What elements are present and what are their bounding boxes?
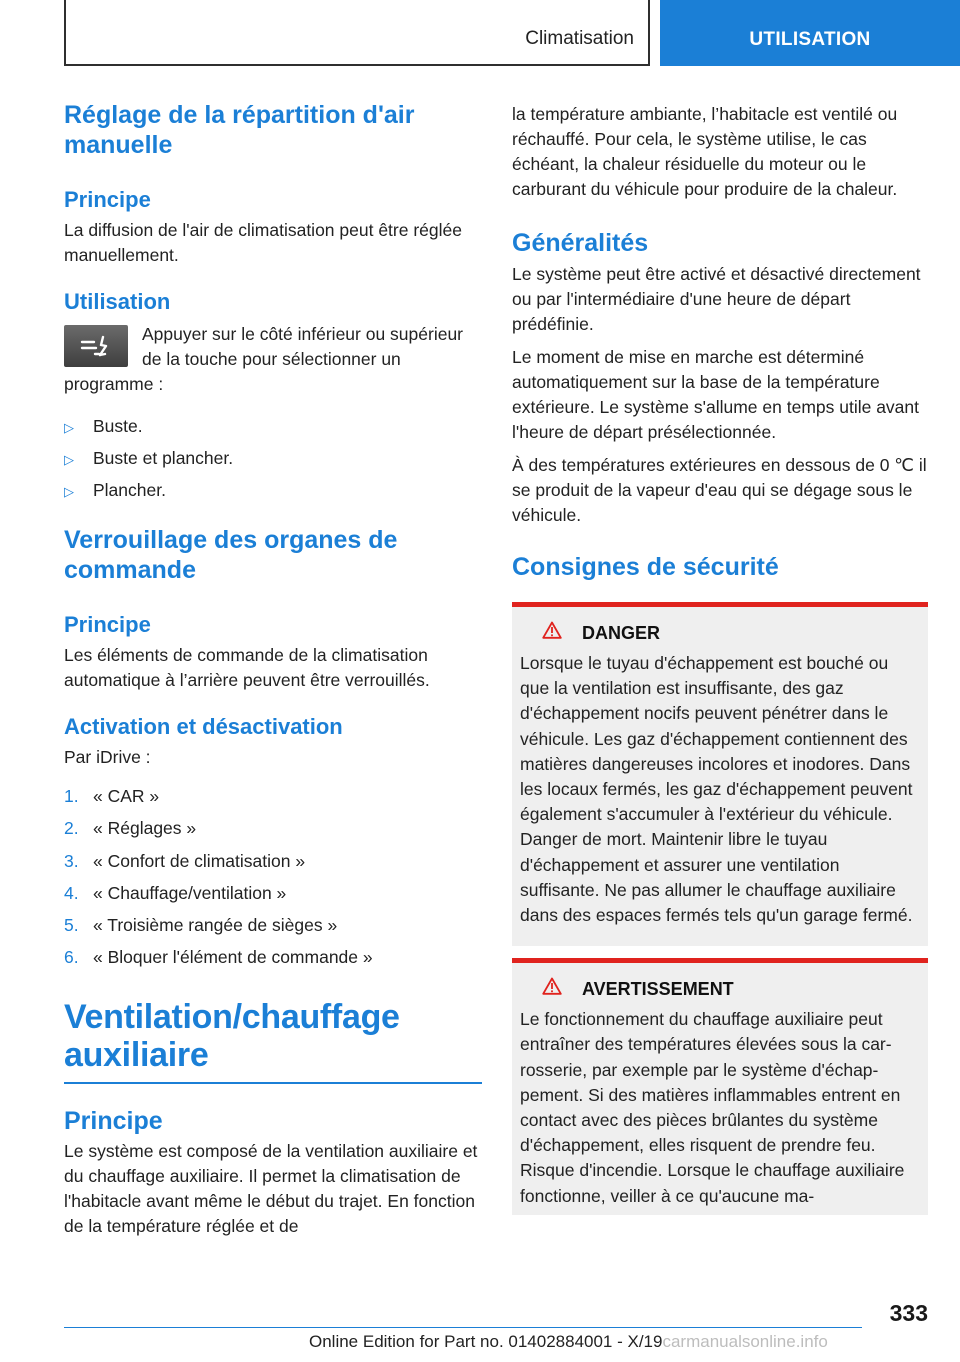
heading-rule [64,1082,482,1084]
program-label: Buste. [93,416,143,436]
footer-text [309,1332,828,1352]
heading-verrouillage: Verrouillage des organes de commande [64,526,398,584]
text-generalites-3: À des températures extérieures en dessous de 0 ℃ il se produit de la vapeur d'eau qui se dégage sous le véhicule. [512,455,927,525]
footer-rule [64,1327,862,1328]
step-number: 6. [64,947,79,968]
heading-reglage: Réglage de la répartition d'air manuelle [64,101,415,159]
heading-generalites: Généralités [512,229,649,257]
triangle-bullet-icon: ▷ [64,420,74,435]
warning-triangle-icon [542,977,562,1001]
page-number: 333 [889,1300,928,1326]
text-utilisation: Appuyer sur le côté inférieur ou supérieur de la touche pour sélectionner un programme : [64,324,464,394]
text-generalites-1: Le système peut être activé et désactivé directement ou par l'intermédiaire d'une heure de départ prédéfinie. [512,264,921,334]
heading-principe-3: Principe [64,1107,163,1136]
triangle-bullet-icon: ▷ [64,484,74,499]
watermark-text: carmanualsonline.info [662,1332,828,1351]
program-label: Plancher. [93,480,166,500]
text-generalites-2: Le moment de mise en marche est déterminé automatiquement sur la base de la température extérieure. Le système s'allume en temps utile avant l'heure de départ présélectionnée. [512,347,920,442]
step-number: 3. [64,850,79,871]
danger-title: DANGER [582,623,661,643]
text-principe-3: Le système est composé de la ventilation auxiliaire et du chauffage auxiliaire. Il permet la climatisation de l'habitacle avant même le début du trajet. En fonction de la température réglée et de [64,1141,478,1237]
heading-ventilation: Ventilation/chauffage auxiliaire [64,998,400,1075]
list-item [64,478,482,503]
air-distribution-key-icon [64,325,128,367]
step-text: « Chauffage/ventilation » [93,882,287,903]
list-item [64,816,482,841]
list-item [64,784,482,809]
heading-activation: Activation et désactivation [64,714,343,739]
idrive-steps [64,784,482,970]
program-label: Buste et plancher. [93,448,234,468]
text-principe-1: La diffusion de l'air de climatisation peut être réglée manuellement. [64,220,462,265]
step-number: 5. [64,915,79,936]
step-number: 4. [64,882,79,903]
step-text: « Confort de climatisation » [93,850,306,871]
warning-triangle-icon [542,621,562,645]
header-chapter-label: UTILISATION [749,29,871,50]
edition-text: Online Edition for Part no. 01402884001 - X/19 [309,1332,663,1351]
step-number: 2. [64,818,79,839]
heading-utilisation: Utilisation [64,289,171,314]
list-item [64,881,482,906]
list-item [64,913,482,938]
utilisation-block [64,322,482,397]
step-text: « Bloquer l'élément de commande » [93,947,373,968]
list-item [64,849,482,874]
list-item [64,446,482,471]
heading-principe-2: Principe [64,612,151,637]
step-text: « Troisième rangée de sièges » [93,915,338,936]
text-principe-2: Les éléments de commande de la climatisation automatique à l’arrière peuvent être verrouillés. [64,645,430,690]
warning-title: AVERTISSEMENT [582,979,734,1000]
program-list [64,414,482,503]
text-idrive: Par iDrive : [64,747,151,767]
warning-box [512,958,928,1215]
danger-box [512,602,928,946]
triangle-bullet-icon: ▷ [64,452,74,467]
header-section-box [64,0,650,66]
list-item [64,414,482,439]
step-number: 1. [64,786,79,806]
header-section-title: Climatisation [525,28,634,49]
right-column [512,102,928,1215]
header-chapter-tab [660,0,960,66]
danger-text: Lorsque le tuyau d'échappement est bouché ou que la ventilation est insuffisante, des gaz d'échappement nocifs peuvent pénétrer dans le véhicule. Les gaz d'échappement contiennent des matières dangereuses incolores et inodores. Dans les locaux fermés, les gaz d'échappement peuvent également s'accumuler à l'extérieur du véhicule. Danger de mort. Maintenir libre le tuyau d'échappement et assurer une ventilation suffisante. Ne pas allumer le chauffage auxiliaire dans des espaces fermés tels qu'un garage fermé. [520,653,913,926]
heading-consignes: Consignes de sécurité [512,553,779,581]
step-text: « CAR » [93,786,160,806]
warning-text: Le fonctionnement du chauffage auxiliaire peut entraîner des températures élevées sous la carrosserie, par exemple par le système d'échappement. Si des matières inflammables entrent en contact avec des pièces brûlantes du système d'échappement, elles risquent de prendre feu. Risque d'incendie. Lorsque le chauffage auxiliaire fonctionne, veiller à ce qu'aucune ma- [520,1009,905,1206]
danger-header [520,621,920,645]
left-column [64,100,482,1239]
warning-header [520,977,920,1001]
text-continuation: la température ambiante, l’habitacle est ventilé ou réchauffé. Pour cela, le système utilise, le cas échéant, la chaleur résiduelle du moteur ou le carburant du véhicule pour produire de la chaleur. [512,104,898,199]
step-text: « Réglages » [93,818,197,839]
list-item [64,945,482,970]
heading-principe-1: Principe [64,187,151,212]
